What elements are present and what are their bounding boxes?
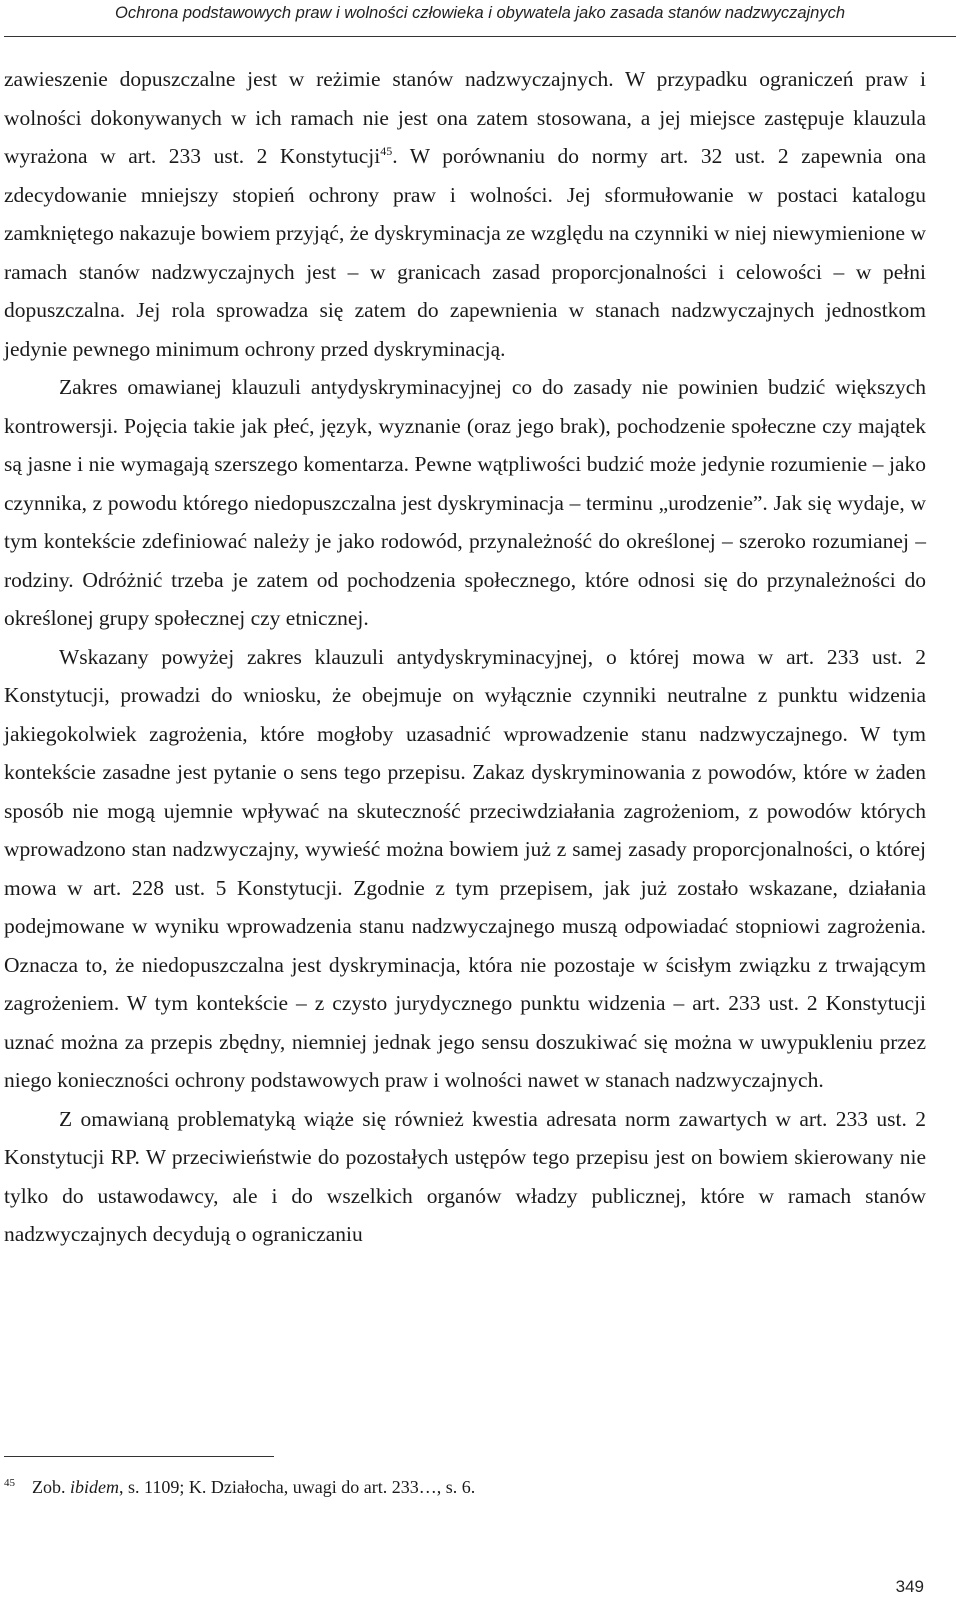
footnote-prefix: Zob.	[32, 1477, 70, 1497]
paragraph-3: Wskazany powyżej zakres klauzuli antydyskryminacyjnej, o której mowa w art. 233 ust. 2 Konstytucji, prowadzi do wniosku, że obejmuje on wyłącznie czynniki neutralne z punktu widzenia jakiegokolwiek zagrożenia, które mogłoby uzasadnić wprowadzenie stanu nadzwyczajnego. W tym kontekście zasadne jest pytanie o sens tego przepisu. Zakaz dyskryminowania z powodów, które w żaden sposób nie mogą ujemnie wpływać na skuteczność przeciwdziałania zagrożeniom, z powodów których wprowadzono stan nadzwyczajny, wywieść można bowiem już z samej zasady proporcjonalności, o której mowa w art. 228 ust. 5 Konstytucji. Zgodnie z tym przepisem, jak już zostało wskazane, działania podejmowane w wyniku wprowadzenia stanu nadzwyczajnego muszą odpowiadać stopniowi zagrożenia. Oznacza to, że niedopuszczalna jest dyskryminacja, która nie pozostaje w ścisłym związku z trwającym zagrożeniem. W tym kontekście – z czysto jurydycznego punktu widzenia – art. 233 ust. 2 Konstytucji uznać można za przepis zbędny, niemniej jednak jego sensu doszukiwać się można w uwypukleniu przez niego konieczności ochrony podstawowych praw i wolności nawet w stanach nadzwyczajnych.	[4, 644, 926, 1092]
page-number: 349	[895, 1577, 924, 1596]
paragraph-2: Zakres omawianej klauzuli antydyskryminacyjnej co do zasady nie powinien budzić większych kontrowersji. Pojęcia takie jak płeć, język, wyznanie (oraz jego brak), pochodzenie społeczne czy majątek są jasne i nie wymagają szerszego komentarza. Pewne wątpliwości budzić może jedynie rozumienie – jako czynnika, z powodu którego niedopuszczalna jest dyskryminacja – terminu „urodzenie”. Jak się wydaje, w tym kontekście zdefiniować należy je jako rodowód, przynależność do określonej – szeroko rozumianej – rodziny. Odróżnić trzeba je zatem od pochodzenia społecznego, które odnosi się do przynależności do określonej grupy społecznej czy etnicznej.	[4, 375, 926, 630]
body-text	[4, 60, 926, 1254]
paragraph-1-continuation: . W porównaniu do normy art. 32 ust. 2 zapewnia ona zdecydowanie mniejszy stopień ochrony praw i wolności. Jej sformułowanie w postaci katalogu zamkniętego nakazuje bowiem przyjąć, że dyskryminacja ze względu na czynniki w niej niewymienione w ramach stanów nadzwyczajnych jest – w granicach zasad proporcjonalności i celowości – w pełni dopuszczalna. Jej rola sprowadza się zatem do zapewnienia w stanach nadzwyczajnych jednostkom jedynie pewnego minimum ochrony przed dyskryminacją.	[4, 144, 926, 361]
running-header: Ochrona podstawowych praw i wolności człowieka i obywatela jako zasada stanów nadzwyczajnych	[114, 4, 846, 22]
footnote-rule	[4, 1456, 274, 1457]
footnote-text: , s. 1109; K. Działocha, uwagi do art. 233…, s. 6.	[119, 1477, 476, 1497]
footnote-italic: ibidem	[70, 1477, 119, 1497]
header-rule	[4, 36, 956, 37]
footnote-ref-45[interactable]: 45	[380, 143, 393, 158]
paragraph-1-text: zawieszenie dopuszczalne jest w reżimie stanów nadzwyczajnych. W przypadku ograniczeń praw i wolności dokonywanych w ich ramach nie jest ona zatem stosowana, a jej miejsce zastępuje klauzula wyrażona w art. 233 ust. 2 Konstytucji	[4, 67, 926, 168]
paragraph-4: Z omawianą problematyką wiąże się również kwestia adresata norm zawartych w art. 233 ust. 2 Konstytucji RP. W przeciwieństwie do pozostałych ustępów tego przepisu jest on bowiem skierowany nie tylko do ustawodawcy, ale i do wszelkich organów władzy publicznej, które w ramach stanów nadzwyczajnych decydują o ograniczaniu	[4, 1106, 926, 1246]
paragraph-1	[4, 60, 926, 368]
footnote-45: 45 Zob. ibidem, s. 1109; K. Działocha, uwagi do art. 233…, s. 6.	[4, 1477, 476, 1497]
